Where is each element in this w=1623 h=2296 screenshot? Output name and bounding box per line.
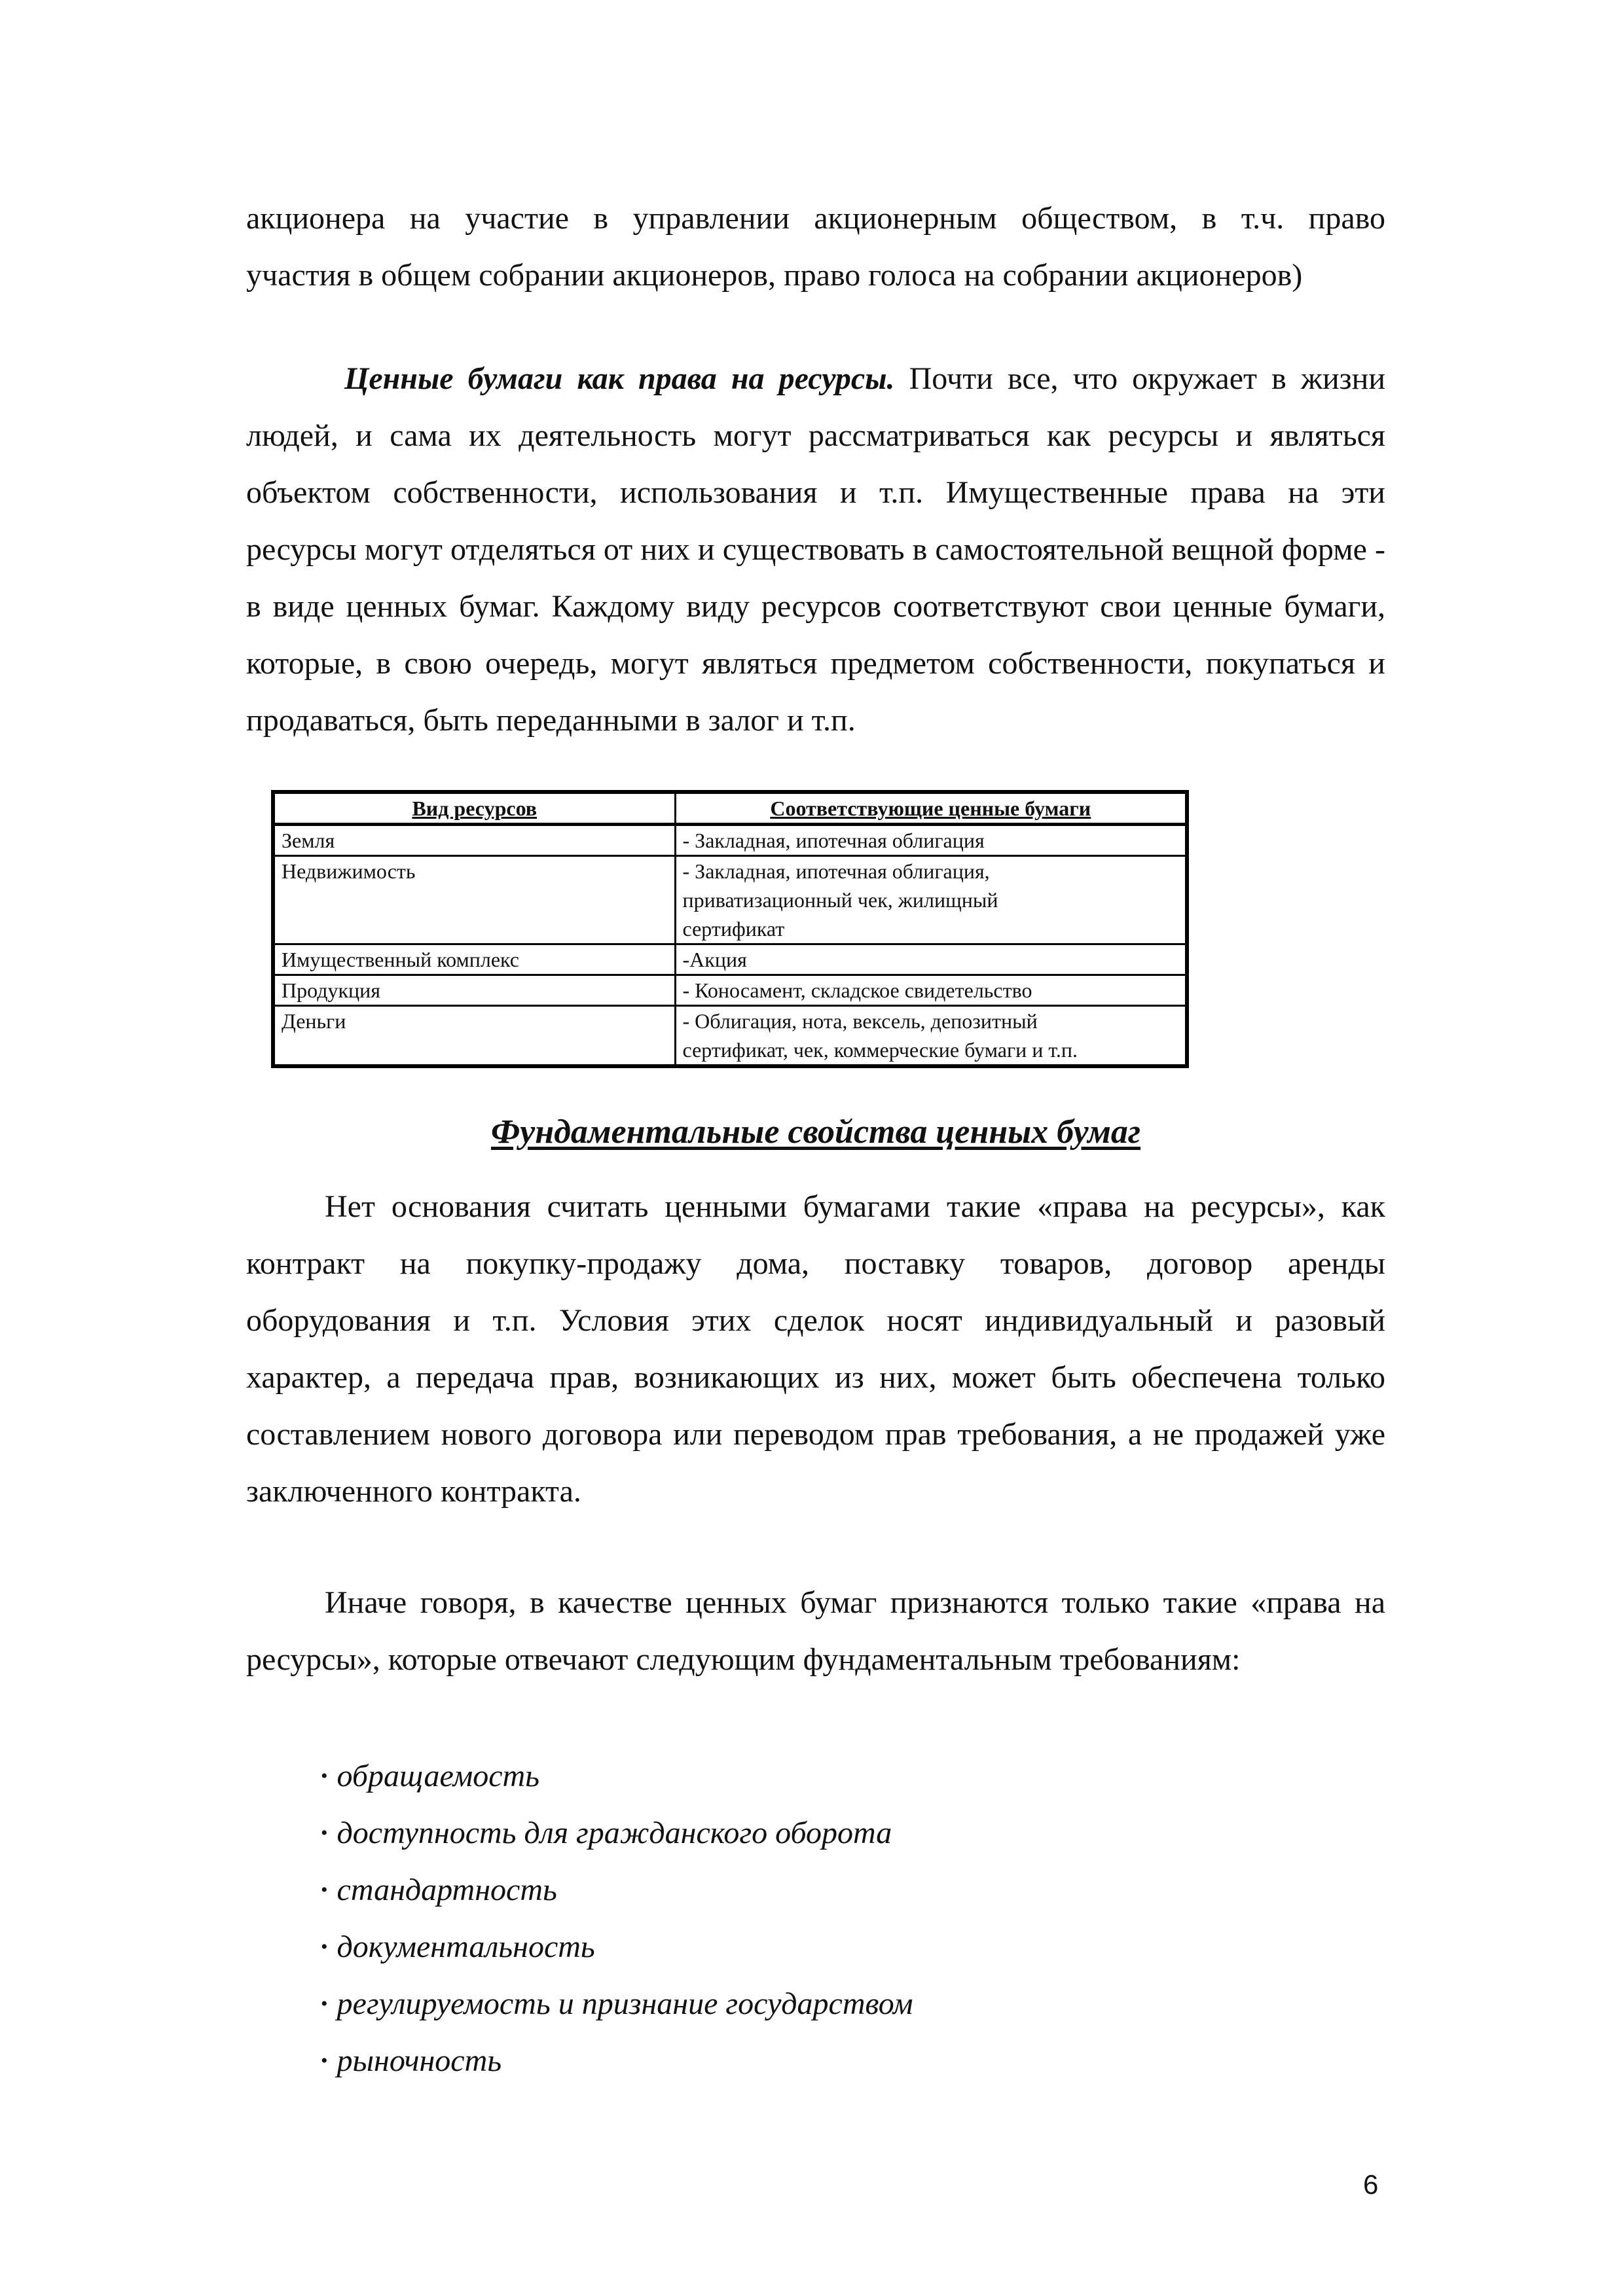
- paragraph-continuation-line-1: акционера на участие в управлении акционерным обществом, в т.ч. право: [246, 201, 1385, 236]
- paragraph-resources-title: Ценные бумаги как права на ресурсы.: [344, 361, 895, 396]
- resources-table-container: [271, 790, 1189, 1068]
- table-row: [273, 1006, 1187, 1067]
- table-cell-resource: Деньги: [273, 1006, 675, 1067]
- paragraph-resources: [246, 350, 1385, 749]
- list-item: • стандартность: [321, 1861, 913, 1918]
- table-cell-resource: Земля: [273, 825, 675, 856]
- bullet-icon: •: [321, 1879, 328, 1901]
- page-number: 6: [1363, 2169, 1379, 2200]
- paragraph-non-securities: Нет основания считать ценными бумагами такие «права на ресурсы», как контракт на покупку-продажу дома, поставку товаров, договор аренды оборудования и т.п. Условия этих сделок носят индивидуальный и разовый характер, а передача прав, возникающих из них, может быть обеспечена только составлением нового договора или переводом прав требования, а не продажей уже заключенного контракта.: [246, 1189, 1385, 1509]
- section-heading: Фундаментальные свойства ценных бумаг: [490, 1113, 1141, 1151]
- paragraph-resources-body: Почти все, что окружает в жизни людей, и сама их деятельность могут рассматриваться как ресурсы и являться объектом собственности, использования и т.п. Имущественные права на эти ресурсы могут отделяться от них и существовать в самостоятельной вещной форме - в виде ценных бумаг. Каждому виду ресурсов соответствуют свои ценные бумаги, которые, в свою очередь, могут являться предметом собственности, покупаться и продаваться, быть переданными в залог и т.п.: [246, 361, 1386, 738]
- bullet-icon: •: [321, 1765, 328, 1787]
- table-cell-securities: - Облигация, нота, вексель, депозитный сертификат, чек, коммерческие бумаги и т.п.: [675, 1006, 1187, 1067]
- table-header-row: [273, 792, 1187, 825]
- table-row: [273, 825, 1187, 856]
- list-item: • доступность для гражданского оборота: [321, 1804, 913, 1861]
- list-item: • обращаемость: [321, 1748, 913, 1804]
- table-cell-resource: Имущественный комплекс: [273, 944, 675, 975]
- bullet-icon: •: [321, 1993, 328, 2015]
- paragraph-continuation-line-2: участия в общем собрании акционеров, право голоса на собрании акционеров): [246, 258, 1303, 293]
- bullet-icon: •: [321, 2050, 328, 2072]
- table-cell-securities: -Акция: [675, 944, 1187, 975]
- paragraph-requirements-intro: Иначе говоря, в качестве ценных бумаг признаются только такие «права на ресурсы», которые отвечают следующим фундаментальным требованиям:: [246, 1585, 1385, 1677]
- table-cell-securities: - Закладная, ипотечная облигация: [675, 825, 1187, 856]
- table-header-resource-type: Вид ресурсов: [273, 792, 675, 825]
- table-header-securities: Соответствующие ценные бумаги: [675, 792, 1187, 825]
- table-row: [273, 975, 1187, 1006]
- list-item: • рыночность: [321, 2032, 913, 2089]
- resources-table: [271, 790, 1189, 1068]
- table-cell-securities: - Закладная, ипотечная облигация, приватизационный чек, жилищный сертификат: [675, 856, 1187, 944]
- table-cell-resource: Недвижимость: [273, 856, 675, 944]
- table-cell-resource: Продукция: [273, 975, 675, 1006]
- table-row: [273, 856, 1187, 944]
- list-item: • документальность: [321, 1918, 913, 1975]
- properties-list: [321, 1748, 913, 2089]
- bullet-icon: •: [321, 1822, 328, 1844]
- bullet-icon: •: [321, 1936, 328, 1958]
- table-cell-securities: - Коносамент, складское свидетельство: [675, 975, 1187, 1006]
- list-item: • регулируемость и признание государством: [321, 1975, 913, 2032]
- table-row: [273, 944, 1187, 975]
